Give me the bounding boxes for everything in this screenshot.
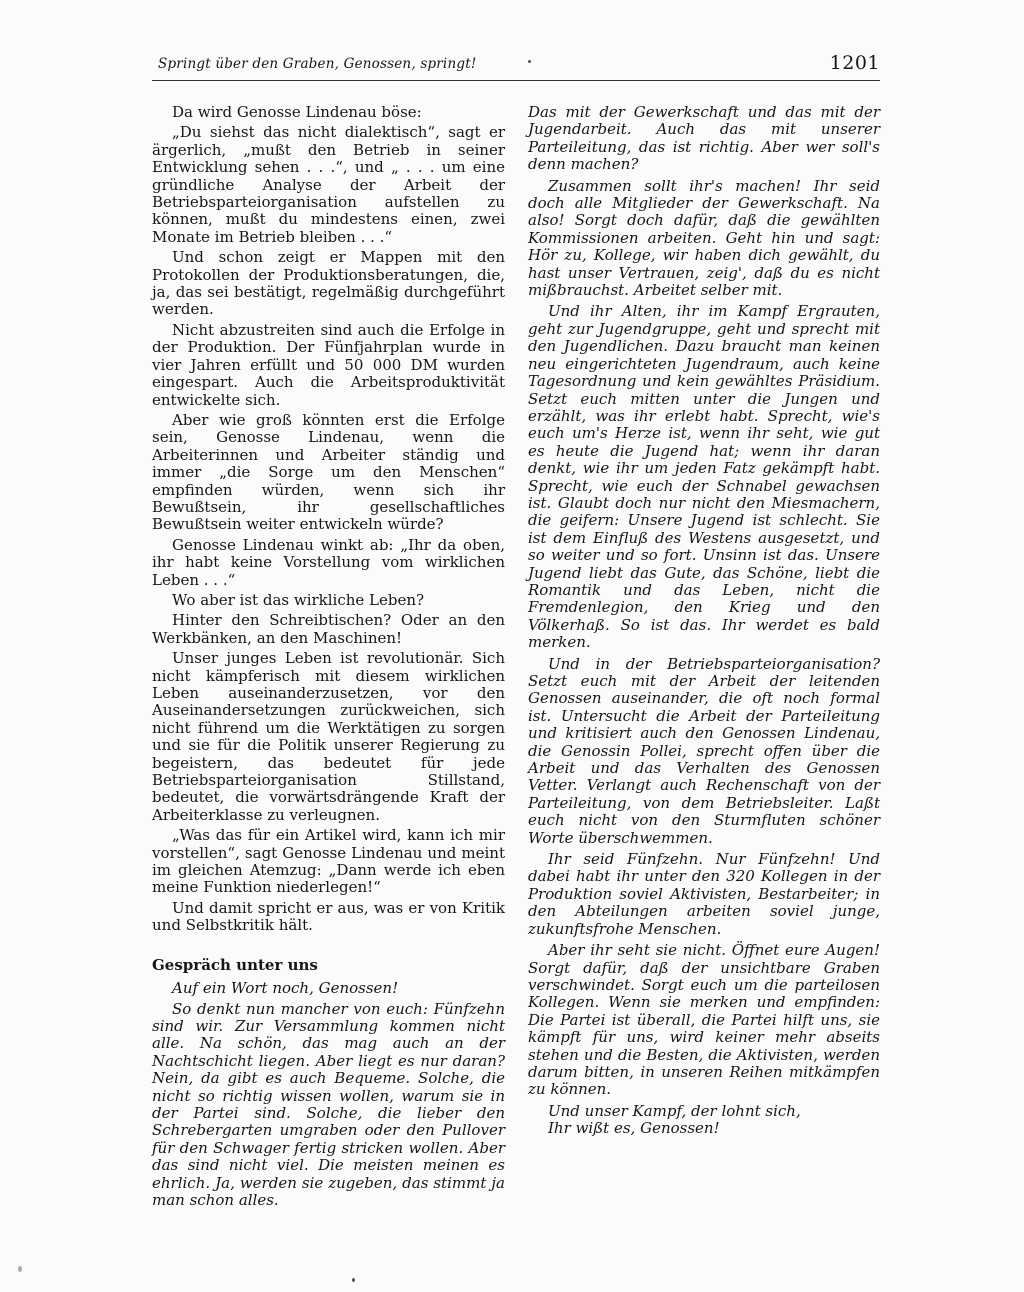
paragraph: Und unser Kampf, der lohnt sich, [548, 1101, 801, 1120]
paragraph: Aber wie groß könnten erst die Erfolge sein, Genosse Lindenau, wenn die Arbeiterinnen und Arbeiter ständig und immer „die Sorge um den Menschen“ empfinden würden, wenn sich ihr Bewußtsein, ihr gesellschaftliches Bewußtsein weiter entwickeln würde? [152, 410, 505, 534]
paragraph: Auf ein Wort noch, Genossen! [172, 979, 399, 998]
paragraph: Nicht abzustreiten sind auch die Erfolge in der Produktion. Der Fünfjahrplan wurde in vier Jahren erfüllt und 50 000 DM wurden eingespart. Auch die Arbeitsproduktivität entwickelte sich. [152, 320, 505, 409]
print-speck [528, 60, 531, 63]
page-number: 1201 [829, 52, 880, 74]
paragraph: Ihr wißt es, Genossen! [548, 1119, 720, 1138]
paragraph: Und ihr Alten, ihr im Kampf Ergrauten, geht zur Jugendgruppe, geht und sprecht mit den Jugendlichen. Dazu braucht man keinen neu eingerichteten Jugendraum, auch keine Tagesordnung und kein gewähltes Präsidium. Setzt euch mitten unter die Jungen und erzählt, was ihr erlebt habt. Sprecht, wie's euch um's Herze ist, wenn ihr seht, wie gut es heute die Jugend hat; wenn ihr daran denkt, wie ihr um jeden Fatz gekämpft habt. Sprecht, wie euch der Schnabel gewachsen ist. Glaubt doch nur nicht den Miesmachern, die geifern: Unsere Jugend ist schlecht. Sie ist dem Einfluß des Westens ausgesetzt, und so weiter und so fort. Unsinn ist das. Unsere Jugend liebt das Gute, das Schöne, liebt die Romantik und das Leben, nicht die Fremdenlegion, den Krieg und den Völkerhaß. So ist das. Ihr werdet es bald merken. [528, 302, 880, 652]
paragraph: Und damit spricht er aus, was er von Kritik und Selbstkritik hält. [152, 898, 505, 935]
paragraph: Genosse Lindenau winkt ab: „Ihr da oben, ihr habt keine Vorstellung vom wirklichen Leben . . .“ [152, 535, 505, 589]
print-speck [352, 1278, 355, 1282]
paragraph: „Du siehst das nicht dialektisch“, sagt er ärgerlich, „mußt den Betrieb in seiner Entwicklung sehen . . .“, und „ . . . um eine gründliche Analyse der Arbeit der Betriebsparteiorganisation aufstellen zu können, mußt du mindestens einen, zwei Monate im Betrieb bleiben . . .“ [152, 123, 505, 246]
paragraph: Hinter den Schreibtischen? Oder an den Werkbänken, an den Maschinen! [152, 611, 505, 647]
paragraph: Da wird Genosse Lindenau böse: [172, 103, 422, 121]
paragraph: So denkt nun mancher von euch: Fünfzehn sind wir. Zur Versammlung kommen nicht alle. Na schön, das mag auch an der Nachtschicht liegen. Aber liegt es nur daran? Nein, da gibt es auch Bequeme. Solche, die nicht so richtig wissen wollen, warum sie in der Partei sind. Solche, die lieber den Schrebergarten umgraben oder den Pullover für den Schwager fertig stricken wollen. Aber das sind nicht viel. Die meisten meinen es ehrlich. Ja, werden sie zugeben, das stimmt ja man schon alles. [152, 999, 505, 1209]
paragraph: Und in der Betriebsparteiorganisation? Setzt euch mit der Arbeit der leitenden Genossen auseinander, die oft noch formal ist. Untersucht die Arbeit der Parteileitung und kritisiert auch den Genossen Lindenau, die Genossin Pollei, sprecht offen über die Arbeit und das Verhalten des Genossen Vetter. Verlangt auch Rechenschaft von der Parteileitung, von dem Betriebsleiter. Laßt euch nicht von den Sturmfluten schöner Worte überschwemmen. [528, 654, 880, 847]
header-rule [152, 80, 880, 81]
section-heading: Gespräch unter uns [152, 955, 318, 974]
paragraph: Zusammen sollt ihr's machen! Ihr seid doch alle Mitglieder der Gewerkschaft. Na also! Sorgt doch dafür, daß die gewählten Kommissionen arbeiten. Geht hin und sagt: Hör zu, Kollege, wir haben dich gewählt, du hast unser Vertrauen, zeig', daß du es nicht mißbrauchst. Arbeitet selber mit. [528, 176, 880, 300]
paragraph: „Was das für ein Artikel wird, kann ich mir vorstellen“, sagt Genosse Lindenau und meint im gleichen Atemzug: „Dann werde ich eben meine Funktion niederlegen!“ [152, 826, 505, 897]
print-speck [18, 1266, 22, 1272]
paragraph: Wo aber ist das wirkliche Leben? [172, 590, 425, 609]
paragraph: Das mit der Gewerkschaft und das mit der Jugendarbeit. Auch das mit unserer Parteileitung, das ist richtig. Aber wer soll's denn machen? [528, 103, 880, 174]
running-title: Springt über den Graben, Genossen, springt! [158, 56, 477, 72]
right-column [528, 104, 880, 1142]
paragraph: Unser junges Leben ist revolutionär. Sich nicht kämpferisch mit diesem wirklichen Leben auseinanderzusetzen, vor den Auseinandersetzungen zurückweichen, sich nicht führend um die Werktätigen zu sorgen und sie für die Politik unserer Regierung zu begeistern, das bedeutet für jede Betriebsparteiorganisation Stillstand, bedeutet, die vorwärtsdrängende Kraft der Arbeiterklasse zu verleugnen. [152, 649, 505, 824]
paragraph: Ihr seid Fünfzehn. Nur Fünfzehn! Und dabei habt ihr unter den 320 Kollegen in der Produktion soviel Aktivisten, Bestarbeiter; in den Abteilungen arbeiten soviel junge, zukunftsfrohe Menschen. [528, 850, 880, 938]
left-column [152, 104, 505, 1212]
page-header [158, 52, 880, 78]
paragraph: Aber ihr seht sie nicht. Öffnet eure Augen! Sorgt dafür, daß der unsichtbare Graben verschwindet. Sorgt euch um die parteilosen Kollegen. Wenn sie merken und empfinden: Die Partei ist überall, die Partei hilft uns, sie kämpft für uns, wird keiner mehr abseits stehen und die Besten, die Aktivisten, werden darum bitten, in unseren Reihen mitkämpfen zu können. [528, 941, 880, 1099]
paragraph: Und schon zeigt er Mappen mit den Protokollen der Produktionsberatungen, die, ja, das sei bestätigt, regelmäßig durchgeführt werden. [152, 248, 505, 319]
